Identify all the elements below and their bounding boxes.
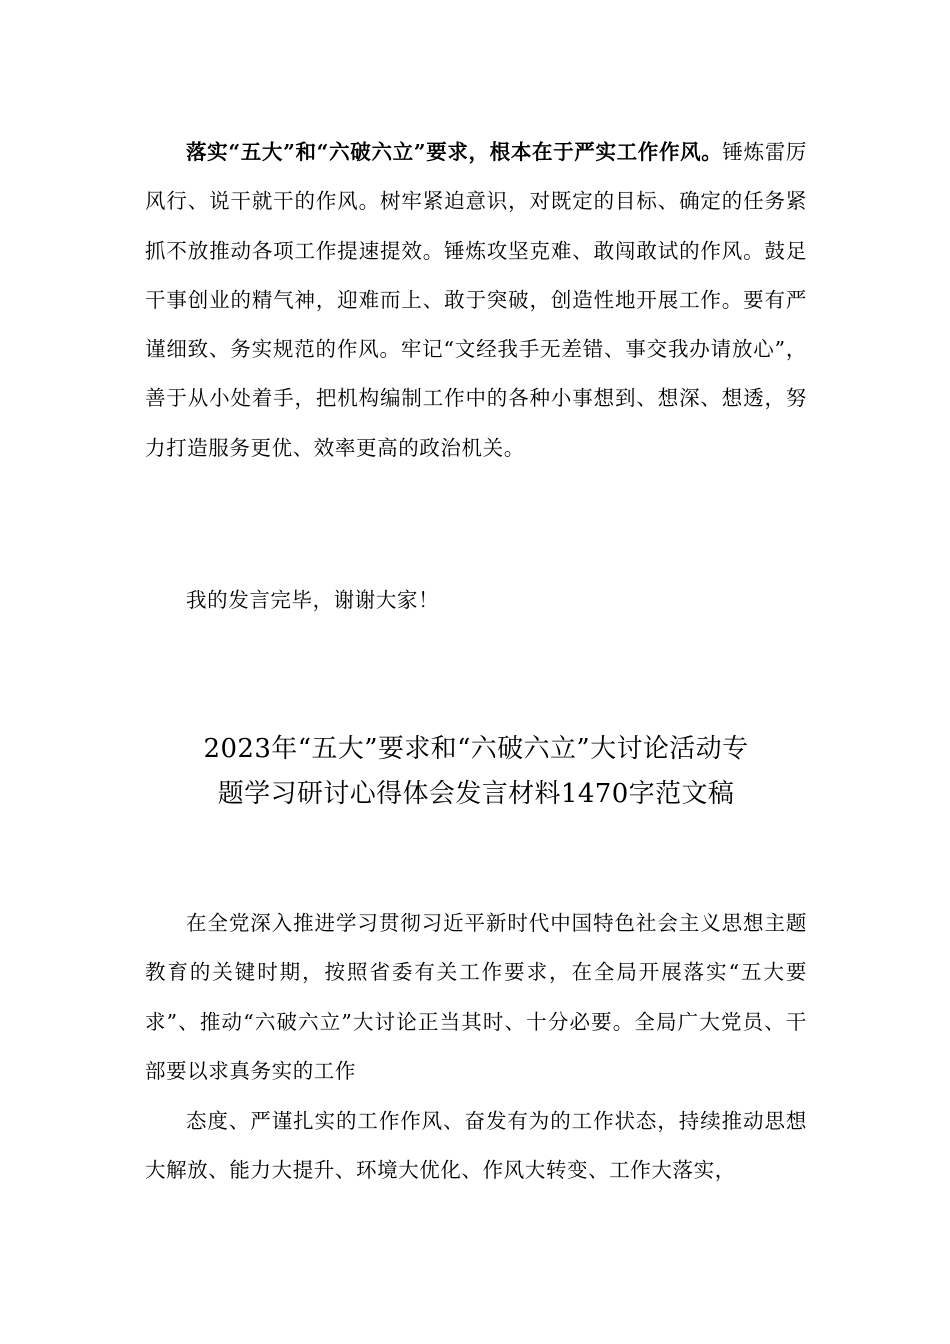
intro-paragraph: 在全党深入推进学习贯彻习近平新时代中国特色社会主义思想主题教育的关键时期，按照省委有关工作要求，在全局开展落实“五大要求”、推动“六破六立”大讨论正当其时、十分必要。全局广大党员、干部要以求真务实的工作 (145, 911, 807, 1083)
paragraph-bold-lead: 落实“五大”和“六破六立”要求，根本在于严实工作作风。 (186, 140, 723, 164)
section-paragraph (145, 128, 807, 473)
paragraph-body: 锤炼雷厉风行、说干就干的作风。树牢紧迫意识，对既定的目标、确定的任务紧抓不放推动各项工作提速提效。锤炼攻坚克难、敢闯敢试的作风。鼓足干事创业的精气神，迎难而上、敢于突破，创造性地开展工作。要有严谨细致、务实规范的作风。牢记“文经我手无差错、事交我办请放心”，善于从小处着手，把机构编制工作中的各种小事想到、想深、想透，努力打造服务更优、效率更高的政治机关。 (145, 140, 807, 460)
title-line-2: 题学习研讨心得体会发言材料1470字范文稿 (217, 779, 735, 809)
closing-remark: 我的发言完毕，谢谢大家！ (186, 588, 440, 612)
title-line-1: 2023年“五大”要求和“六破六立”大讨论活动专 (203, 734, 749, 764)
document-title (145, 727, 807, 817)
continuation-paragraph: 态度、严谨扎实的工作作风、奋发有为的工作状态，持续推动思想大解放、能力大提升、环境大优化、作风大转变、工作大落实， (145, 1109, 807, 1183)
